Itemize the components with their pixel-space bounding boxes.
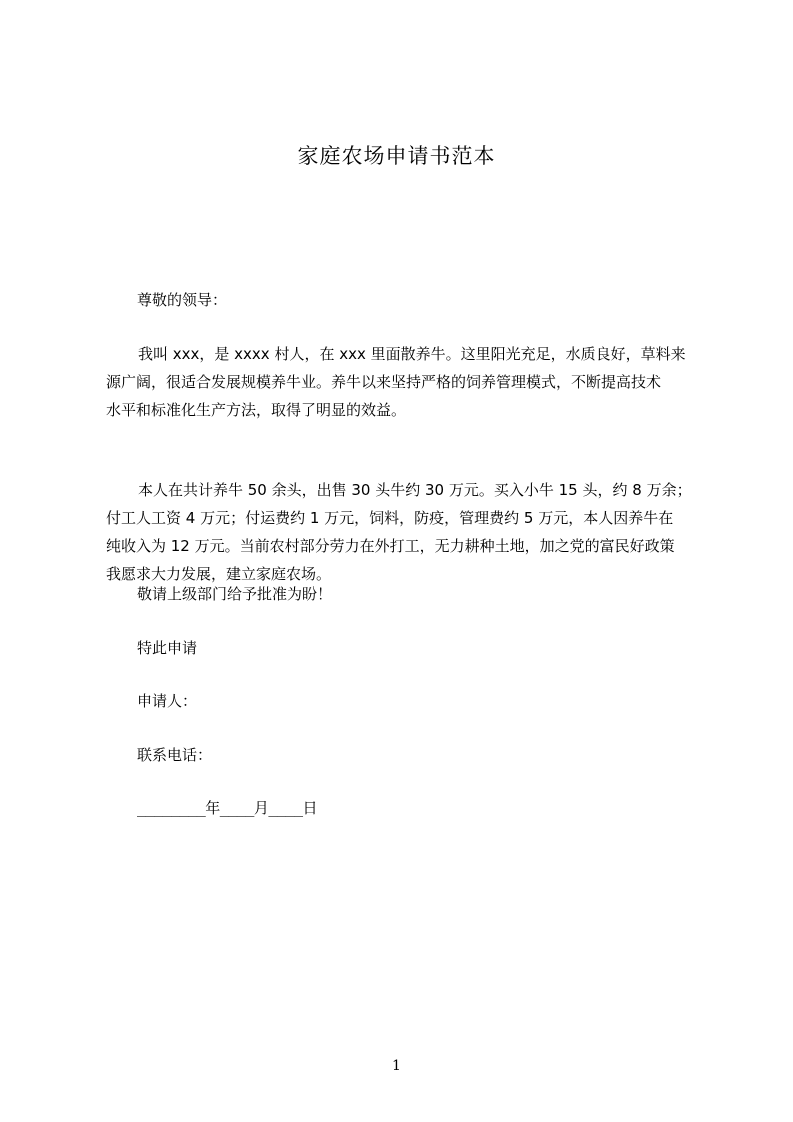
applicant-label: 申请人：: [137, 692, 198, 710]
paragraph-1-line-2: 源广阔，很适合发展规模养牛业。养牛以来坚持严格的饲养管理模式，不断提高技术: [106, 373, 662, 391]
phone-label: 联系电话：: [137, 746, 213, 764]
page-number: 1: [392, 1058, 401, 1074]
document-title: 家庭农场申请书范本: [297, 144, 496, 168]
paragraph-2-line-4: 我愿求大力发展，建立家庭农场。: [106, 565, 332, 583]
paragraph-2-line-2: 付工人工资 4 万元；付运费约 1 万元，饲料，防疫，管理费约 5 万元，本人因养牛在: [106, 509, 674, 527]
paragraph-2-line-3: 纯收入为 12 万元。当前农村部分劳力在外打工，无力耕种土地，加之党的富民好政策: [106, 537, 675, 555]
salutation: 尊敬的领导：: [137, 291, 228, 309]
paragraph-1-line-3: 水平和标准化生产方法，取得了明显的效益。: [106, 401, 407, 419]
request-line: 敬请上级部门给予批准为盼！: [137, 585, 333, 603]
date-line: ________年____月____日: [137, 799, 317, 817]
paragraph-2-line-1: 本人在共计养牛 50 余头，出售 30 头牛约 30 万元。买入小牛 15 头，约 8 万余；: [138, 481, 692, 499]
closing-line: 特此申请: [137, 639, 198, 657]
paragraph-1-line-1: 我叫 xxx，是 xxxx 村人，在 xxx 里面散养牛。这里阳光充足，水质良好，草料来: [138, 345, 686, 363]
